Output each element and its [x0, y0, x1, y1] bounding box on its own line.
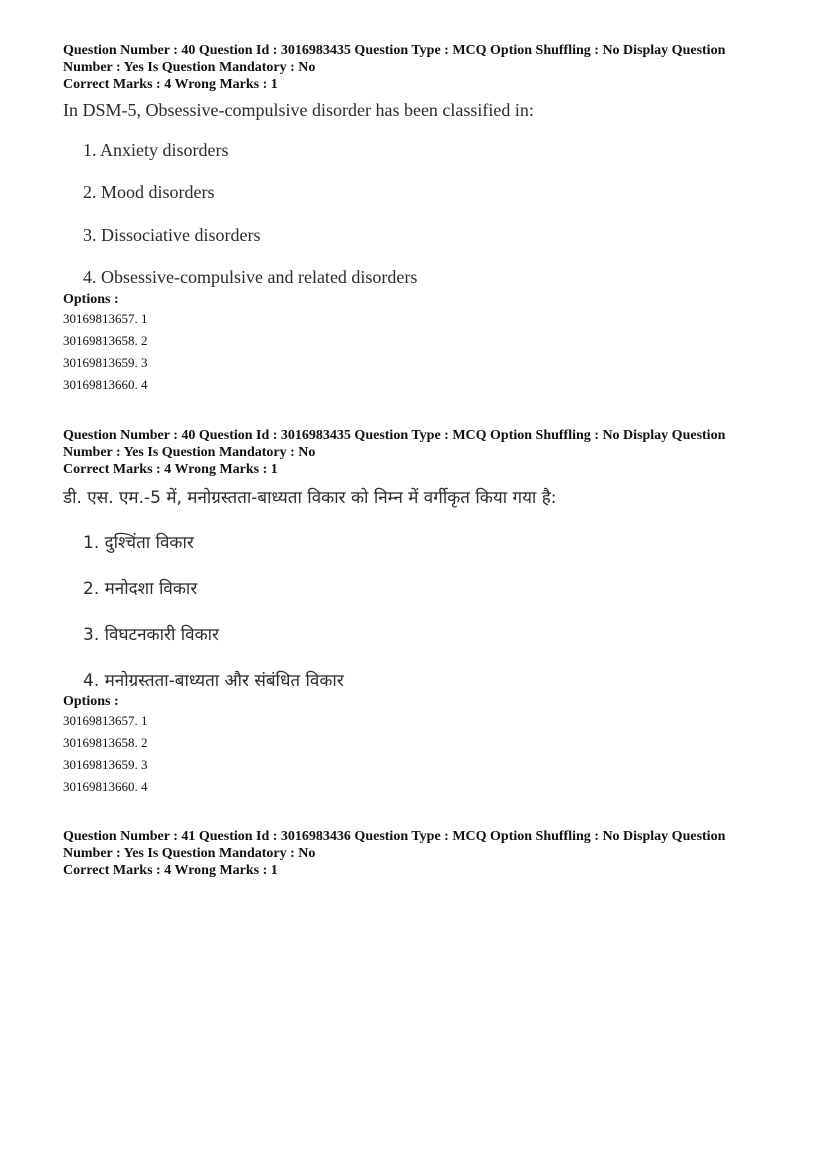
question-header-line2: Number : Yes Is Question Mandatory : No [63, 445, 316, 460]
choice-4: 4. Obsessive-compulsive and related disorders [83, 267, 418, 287]
option-item: 30169813657. 1 [63, 713, 148, 728]
option-item: 30169813659. 3 [63, 757, 148, 772]
question-stem: In DSM-5, Obsessive-compulsive disorder has been classified in: [63, 100, 534, 120]
question-header-line1: Question Number : 40 Question Id : 3016983435 Question Type : MCQ Option Shuffling : No Display Question [63, 43, 726, 58]
options-label: Options : [63, 292, 119, 307]
choice-3: 3. विघटनकारी विकार [83, 625, 220, 645]
options-label: Options : [63, 694, 119, 709]
choice-1: 1. Anxiety disorders [83, 140, 229, 160]
question-stem: डी. एस. एम.-5 में, मनोग्रस्तता-बाध्यता विकार को निम्न में वर्गीकृत किया गया है: [63, 488, 557, 508]
choice-1: 1. दुश्चिंता विकार [83, 533, 194, 553]
question-marks: Correct Marks : 4 Wrong Marks : 1 [63, 462, 278, 477]
options-section [63, 292, 363, 396]
question-header [63, 427, 783, 478]
option-item: 30169813659. 3 [63, 355, 148, 370]
question-block-hindi [63, 427, 783, 794]
question-marks: Correct Marks : 4 Wrong Marks : 1 [63, 77, 278, 92]
choice-2: 2. Mood disorders [83, 182, 215, 202]
option-item: 30169813657. 1 [63, 311, 148, 326]
choice-4: 4. मनोग्रस्तता-बाध्यता और संबंधित विकार [83, 671, 344, 691]
question-header-line2: Number : Yes Is Question Mandatory : No [63, 60, 316, 75]
question-header-line2: Number : Yes Is Question Mandatory : No [63, 846, 316, 861]
option-item: 30169813658. 2 [63, 333, 148, 348]
option-item: 30169813660. 4 [63, 377, 148, 392]
choice-3: 3. Dissociative disorders [83, 225, 261, 245]
choice-2: 2. मनोदशा विकार [83, 579, 198, 599]
question-header-line1: Question Number : 40 Question Id : 3016983435 Question Type : MCQ Option Shuffling : No Display Question [63, 428, 726, 443]
option-item: 30169813658. 2 [63, 735, 148, 750]
question-block-english [63, 42, 783, 392]
question-header [63, 828, 783, 879]
question-header-line1: Question Number : 41 Question Id : 3016983436 Question Type : MCQ Option Shuffling : No Display Question [63, 829, 726, 844]
question-marks: Correct Marks : 4 Wrong Marks : 1 [63, 863, 278, 878]
question-header [63, 42, 783, 93]
question-block-next [63, 828, 783, 879]
option-item: 30169813660. 4 [63, 779, 148, 794]
options-section [63, 694, 363, 798]
